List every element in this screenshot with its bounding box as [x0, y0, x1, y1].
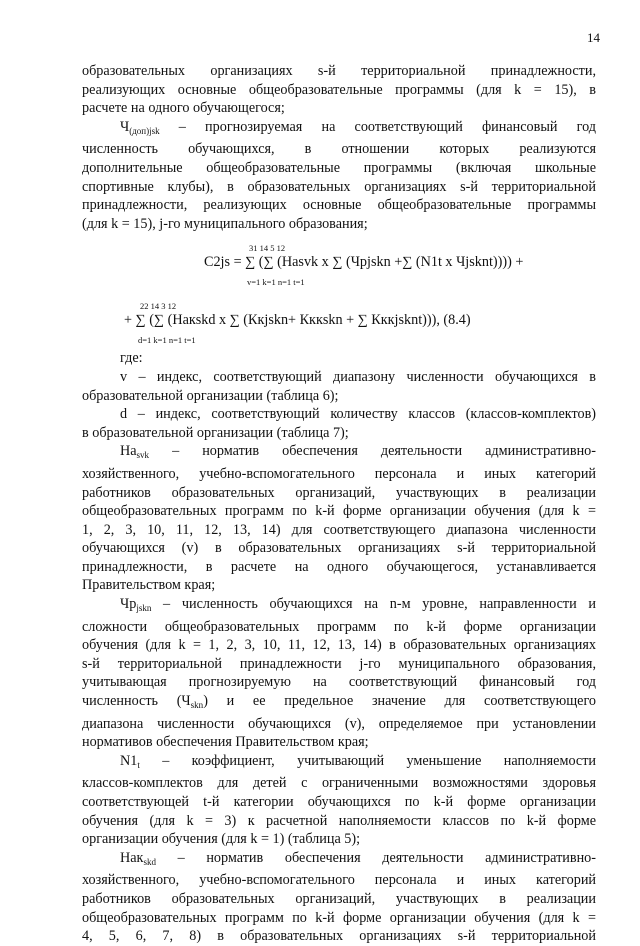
def-n1-line: организации обучения (для k = 1) (таблица 5);: [82, 831, 361, 848]
formula-lower-limits: v=1 k=1 n=1 t=1: [247, 277, 305, 288]
def-hasvk-line: $На_{svk}$ – норматив обеспечения деятельности административно-: [120, 443, 596, 461]
def-chr-line: сложности общеобразовательных программ по k-й форме организации: [82, 618, 596, 635]
def-hasvk-line: общеобразовательных программ по k-й форме организации обучения (для k =: [82, 503, 596, 520]
def-n1-line: $N1_t$ – коэффициент, учитывающий уменьшение наполняемости: [120, 752, 596, 770]
para1-line: реализующих основные общеобразовательные программы (для k = 15), в: [82, 81, 596, 98]
symbol-subscript: skd: [143, 856, 156, 867]
def-hakskd-line: работников образовательных организаций, участвующих в реализации: [82, 890, 596, 907]
def-chr-line: нормативов обеспечения Правительством края;: [82, 734, 369, 751]
def-hakskd-line: 4, 5, 6, 7, 8) в образовательных организациях s-й территориальной: [82, 928, 596, 945]
def-chr-line: численность $(Ч_{skn})$ и ее предельное значение для соответствующего: [82, 693, 597, 711]
def-hasvk-line: работников образовательных организаций, участвующих в реализации: [82, 484, 596, 501]
def-chdop-line: дополнительные общеобразовательные программы (включая школьные: [82, 159, 596, 176]
formula-lower-limits: d=1 k=1 n=1 t=1: [138, 335, 196, 346]
para1-line: расчете на одного обучающегося;: [82, 100, 285, 117]
def-chdop-line: (для k = 15), j-го муниципального образования;: [82, 215, 368, 232]
def-chr-line: s-й территориальной принадлежности j-го муниципального образования,: [82, 655, 596, 672]
def-chr-line: учитывающая прогнозируемую на соответствующий финансовый год: [82, 674, 596, 691]
symbol: Чр: [120, 596, 137, 613]
symbol-subscript: t: [137, 759, 140, 770]
symbol: N1: [120, 752, 138, 769]
formula-line-2: [82, 291, 596, 349]
def-chr-line: обучения (для k = 1, 2, 3, 10, 11, 12, 13, 14) в образовательных организациях: [82, 637, 596, 654]
formula-expression: + ∑ (∑ (Накskd x ∑ (Ккjskn+ Кккskn + ∑ Кккjsknt))), (8.4): [124, 312, 471, 329]
page-number: 14: [587, 30, 600, 45]
formula-upper-limits: 31 14 5 12: [249, 243, 286, 254]
symbol: На: [120, 443, 137, 460]
def-hasvk-line: 1, 2, 3, 10, 11, 12, 13, 14) для соответствующего диапазона численности: [82, 521, 596, 538]
symbol: Нак: [120, 849, 144, 866]
def-v-line: образовательной организации (таблица 6);: [82, 387, 339, 404]
symbol-subscript: skn: [190, 700, 204, 711]
def-v-line: v – индекс, соответствующий диапазону численности обучающихся в: [120, 368, 596, 385]
def-n1-line: обучения (для k = 3) к расчетной наполняемости классов по k-й форме: [82, 812, 596, 829]
symbol: Ч: [120, 118, 130, 135]
page-body: [82, 62, 596, 946]
formula-expression: С2js = ∑ (∑ (Наsvk x ∑ (Чрjskn +∑ (N1t x Чjsknt)))) +: [204, 254, 524, 271]
formula-line-1: [82, 233, 596, 291]
def-chdop-line: спортивные клубы), в образовательных организациях s-й территориальной: [82, 178, 596, 195]
def-chdop-line: принадлежности, реализующих основные общеобразовательные программы: [82, 197, 596, 214]
def-hasvk-line: Правительством края;: [82, 577, 216, 594]
def-hakskd-line: хозяйственного, учебно-вспомогательного персонала и иных категорий: [82, 872, 596, 889]
def-chr-line: диапазона численности обучающихся (v), определяемое при установлении: [82, 715, 596, 732]
def-chdop-line: $Ч_{(доп)jsk}$ – прогнозируемая на соответствующий финансовый год: [120, 118, 596, 136]
def-hakskd-line: общеобразовательных программ по k-й форме организации обучения (для k =: [82, 909, 596, 926]
def-n1-line: классов-комплектов для детей с ограниченными возможностями здоровья: [82, 775, 596, 792]
def-d-line: в образовательной организации (таблица 7);: [82, 424, 349, 441]
para1-line: образовательных организациях s-й территориальной принадлежности,: [82, 63, 596, 79]
def-hakskd-line: Нак$_{skd}$ – норматив обеспечения деятельности административно-: [120, 849, 596, 867]
def-hasvk-line: принадлежности, в расчете на одного обучающегося, устанавливается: [82, 558, 596, 575]
def-n1-line: соответствующей t-й категории обучающихся по k-й форме организации: [82, 794, 596, 810]
def-hasvk-line: обучающихся (v) в образовательных организациях s-й территориальной: [82, 540, 596, 557]
def-d-line: d – индекс, соответствующий количеству классов (классов-комплектов): [120, 406, 596, 423]
def-chdop-line: численность обучающихся, в отношении которых реализуются: [82, 141, 596, 158]
symbol-subscript: (доп)jsk: [129, 125, 160, 136]
symbol-subscript: svk: [136, 450, 150, 461]
where-label: где:: [120, 350, 143, 367]
symbol-subscript: jskn: [136, 603, 152, 614]
def-chr-line: $Чр_{jskn}$ – численность обучающихся на n-м уровне, направленности и: [120, 596, 596, 614]
formula-upper-limits: 22 14 3 12: [140, 301, 177, 312]
def-hasvk-line: хозяйственного, учебно-вспомогательного персонала и иных категорий: [82, 465, 596, 482]
